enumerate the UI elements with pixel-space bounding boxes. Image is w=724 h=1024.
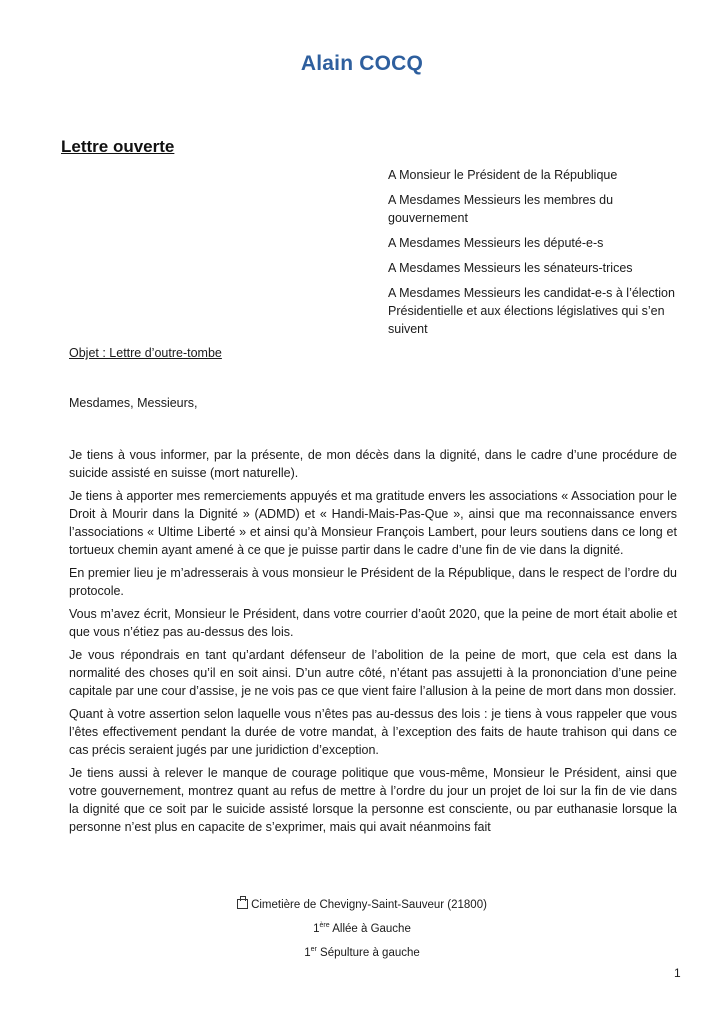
footer-burial-text: Sépulture à gauche: [316, 947, 420, 959]
footer-burial-sup: er: [310, 946, 317, 954]
footer-cemetery: Cimetière de Chevigny-Saint-Sauveur (21800): [251, 899, 487, 911]
body-paragraph: Je vous répondrais en tant qu’ardant défenseur de l’abolition de la peine de mort, que cela est dans la normalité des choses qu’il en soit ainsi. D’un autre côté, n’étant pas assujetti à la prononciation d’une peine capitale par une cour d’assise, je ne vois pas ce que vient faire l’allusion à la peine de mort dans mon dossier.: [69, 648, 677, 698]
recipient-line: A Mesdames Messieurs les député-e-s: [388, 236, 604, 250]
footer-alley-line: [0, 917, 724, 941]
footer-alley-number: 1: [313, 923, 320, 935]
recipients-block: [388, 166, 688, 345]
body-paragraph: Je tiens à vous informer, par la présente, de mon décès dans la dignité, dans le cadre d’une procédure de suicide assisté en suisse (mort naturelle).: [69, 448, 677, 480]
body-paragraph: Quant à votre assertion selon laquelle vous n’êtes pas au-dessus des lois : je tiens à vous rappeler que vous l’êtes effectivement pendant la durée de votre mandat, à l’exception des faits de haute trahison qui dans ce cas précis seraient jugés par une juridiction d’exception.: [69, 707, 677, 757]
page-footer: [0, 893, 724, 965]
footer-burial-number: 1: [304, 947, 311, 959]
footer-cemetery-line: [0, 893, 724, 917]
footer-alley-sup: ère: [319, 922, 330, 930]
mailbox-icon: [237, 899, 248, 909]
letter-type-title: Lettre ouverte: [61, 137, 175, 156]
page-number: 1: [674, 966, 681, 980]
footer-alley-text: Allée à Gauche: [329, 923, 411, 935]
recipient-line: A Monsieur le Président de la République: [388, 168, 618, 182]
author-heading: Alain COCQ: [300, 52, 424, 75]
footer-burial-line: [0, 941, 724, 965]
recipient-line: A Mesdames Messieurs les candidat-e-s à l’élection Présidentielle et aux élections législatives qui s’en suivent: [388, 286, 675, 336]
recipient-line: A Mesdames Messieurs les sénateurs-trices: [388, 261, 633, 275]
body-paragraph: Vous m’avez écrit, Monsieur le Président, dans votre courrier d’août 2020, que la peine de mort était abolie et que vous n’étiez pas au-dessus des lois.: [69, 607, 677, 639]
body-paragraph: Je tiens à apporter mes remerciements appuyés et ma gratitude envers les associations « Association pour le Droit à Mourir dans la Dignité » (ADMD) et « Handi-Mais-Pas-Que », ainsi que ma reconnaissance envers l’associations « Ultime Liberté » et ainsi qu’à Monsieur François Lambert, pour leurs soutiens dans ce long et tortueux chemin ayant amené à ce que je puisse partir dans le cadre d’une fin de vie dans la dignité.: [69, 489, 677, 557]
subject-line: Objet : Lettre d’outre-tombe: [69, 346, 222, 360]
salutation: Mesdames, Messieurs,: [69, 396, 198, 410]
body-paragraph: En premier lieu je m’adresserais à vous monsieur le Président de la République, dans le respect de l’ordre du protocole.: [69, 566, 677, 598]
body-paragraph: Je tiens aussi à relever le manque de courage politique que vous-même, Monsieur le Président, ainsi que votre gouvernement, montrez quant au refus de mettre à l’ordre du jour un projet de loi sur la fin de vie dans la dignité que ce soit par le suicide assisté lorsque la personne est consciente, ou par euthanasie lorsque la personne n’est plus en capacite de s’exprimer, mais qui avait néanmoins fait: [69, 766, 677, 834]
letter-body: [69, 446, 677, 841]
recipient-line: A Mesdames Messieurs les membres du gouvernement: [388, 193, 614, 225]
